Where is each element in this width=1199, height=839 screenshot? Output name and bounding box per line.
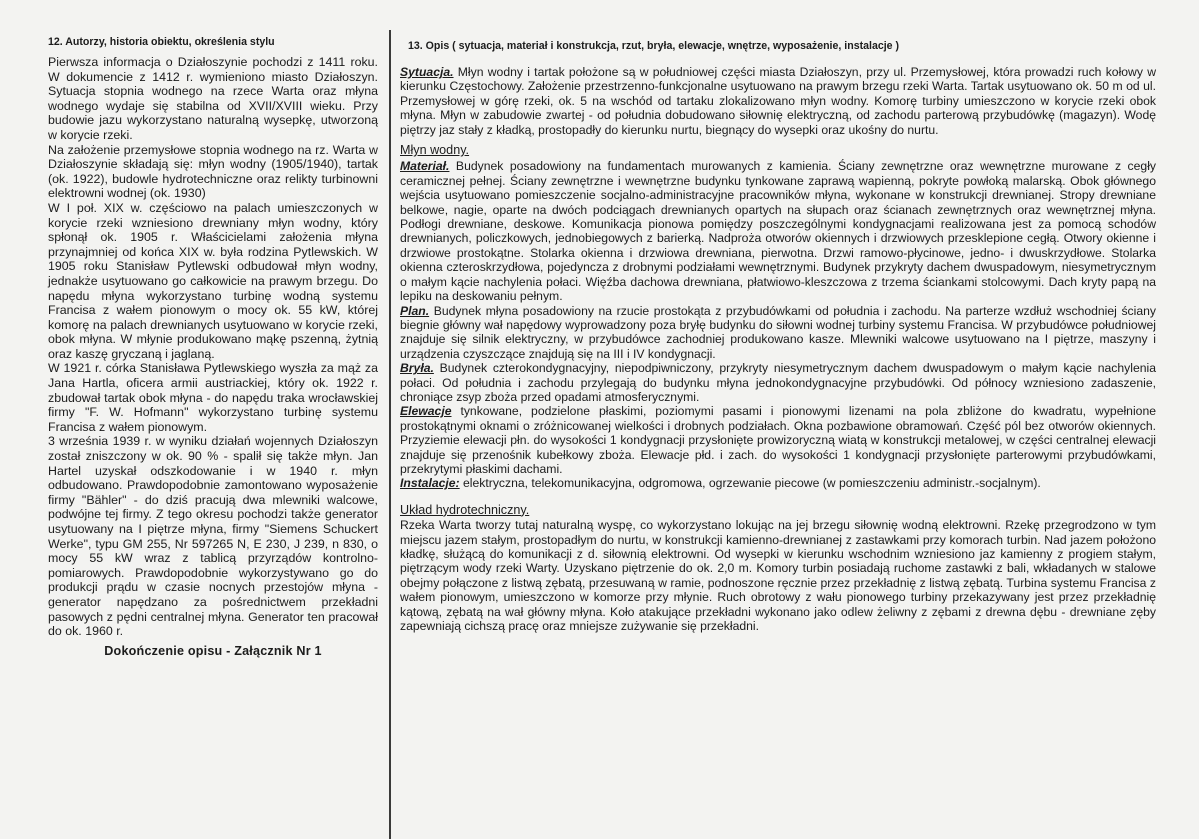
elewacje-paragraph	[400, 404, 1156, 476]
plan-label: Plan.	[400, 303, 430, 318]
section-13-heading: 13. Opis ( sytuacja, materiał i konstrukcja, rzut, bryła, elewacje, wnętrze, wyposażenie, instalacje )	[408, 40, 900, 52]
right-column	[400, 40, 1156, 633]
instalacje-label: Instalacje:	[400, 476, 460, 491]
elewacje-text: tynkowane, podzielone płaskimi, poziomymi pasami i pionowymi lizenami na pola zbliżone do kwadratu, wypełnione prostokątnymi oknami o zróżnicowanej wielkości i drobnych podziałach. Okna pozbawione obramowań. Część pól bez otworów okiennych. Przyziemie elewacji płn. do wysokości 1 kondygnacji przysłonięte prowizoryczną wiatą w konstrukcji metalowej, w części centralnej elewacji znajduje się przenośnik kubełkowy zboża. Elewacje płd. i zach. do wysokości 1 kondygnacji przysłonięte parterowymi przybudówkami, przekrytymi płaskimi dachami.	[400, 404, 1156, 476]
plan-paragraph	[400, 304, 1156, 362]
instalacje-text: elektryczna, telekomunikacyjna, odgromowa, ogrzewanie piecowe (w pomieszczeniu administr.-socjalnym).	[459, 476, 1041, 491]
history-paragraph-2: Na założenie przemysłowe stopnia wodnego na rz. Warta w Działoszynie składają się: młyn wodny (1905/1940), tartak (ok. 1922), budowle hydrotechniczne oraz relikty turbinowni elektrowni wodnej (ok. 1930)	[48, 142, 378, 201]
elewacje-label: Elewacje	[400, 404, 452, 419]
material-text: Budynek posadowiony na fundamentach murowanych z kamienia. Ściany zewnętrzne oraz wewnętrzne murowane z cegły ceramicznej pełnej. Ściany zewnętrzne i wewnętrzne budynku tynkowane zaprawą wapienną, pokryte powłoką malarską. Obok głównego wejścia usytuowano pomieszczenie socjalno-administracyjne pracowników młyna, wykonane w konstrukcji drewnianej. Stropy drewniane belkowe, nagie, oparte na dwóch podciągach drewnianych opartych na słupach oraz ścianach zewnętrznych oraz wewnętrznej młyna. Podłogi drewniane, deskowe. Komunikacja pionowa pomiędzy poszczególnymi kondygnacjami realizowana jest za pomocą schodów drewnianych, policzkowych, jednobiegowych z barierką. Nadproża otworów okiennych i drzwiowych przesklepione cegłą. Otwory okienne i drzwiowe prostokątne. Stolarka okienna i drzwiowa drewniana, pierwotna. Drzwi ramowo-płycinowe, jedno- i dwuskrzydłowe. Stolarka okienna czteroskrzydłowa, pojedyncza z drobnymi podziałami wewnętrznymi. Budynek przykryty dachem dwuspadowym, niesymetrycznym o małym kącie nachylenia połaci. Więźba dachowa drewniana, płatwiowo-kleszczowa z trzema ściankami stolcowymi. Dach kryty papą na lepiku na deskowaniu pełnym.	[400, 159, 1156, 304]
bryla-paragraph	[400, 361, 1156, 404]
closing-note: Dokończenie opisu - Załącznik Nr 1	[104, 643, 322, 658]
material-label: Materiał.	[400, 159, 450, 174]
mlyn-heading: Młyn wodny.	[400, 143, 470, 158]
history-paragraph-1: Pierwsza informacja o Działoszynie pochodzi z 1411 roku. W dokumencie z 1412 r. wymieniono miasto Działoszyn. Sytuacja stopnia wodnego na rzece Warta oraz młyna wodnego wydaje się stabilna od XVII/XVIII wieku. Przy budowie jazu wykorzystano naturalną wysepkę, utworzoną w korycie rzeki.	[48, 55, 378, 142]
left-column	[48, 36, 378, 658]
uklad-heading: Układ hydrotechniczny.	[400, 502, 530, 517]
section-12-heading: 12. Autorzy, historia obiektu, określenia stylu	[48, 36, 275, 48]
bryla-text: Budynek czterokondygnacyjny, niepodpiwniczony, przykryty niesymetrycznym dachem dwuspadowym o małym kącie nachylenia połaci. Od południa i zachodu przylegają do budynku młyna jednokondygnacyjne przybudówki. Od północy wzniesiono zadaszenie, chroniące zsyp zboża przed opadami atmosferycznymi.	[400, 361, 1156, 404]
history-paragraph-3: W I poł. XIX w. częściowo na palach umieszczonych w korycie rzeki wzniesiono drewniany młyn wodny, który spłonął ok. 1905 r. Właścicielami założenia młyna przynajmniej od końca XIX w. była rodzina Pytlewskich. W 1905 roku Stanisław Pytlewski odbudował młyn wodny, jednakże usytuowano go całkowicie na prawym brzegu. Do napędu młyna wykorzystano turbinę wodną systemu Francisa z wałem pionowym o mocy ok. 55 kW, której komorę na palach drewnianych usytuowano w korycie rzeki, obok młyna. W młynie produkowano mąkę pszenną, żytnią oraz kaszę gryczaną i jaglaną.	[48, 200, 378, 361]
plan-text: Budynek młyna posadowiony na rzucie prostokąta z przybudówkami od południa i zachodu. Na parterze wzdłuż wschodniej ściany biegnie główny wał napędowy wyprowadzony poza bryłę budynku do siłowni wodnej turbiny systemu Francisa. W przybudówce południowej znajduje się silnik elektryczny, w przybudówce zachodniej produkowano kasze. Mlewniki walcowe usytuowano na I piętrze, maszyny i urządzenia czyszczące znajdują się na III i IV kondygnacji.	[400, 303, 1156, 361]
material-paragraph	[400, 159, 1156, 303]
column-divider	[389, 30, 391, 839]
instalacje-paragraph	[400, 476, 1156, 490]
sytuacja-text: Młyn wodny i tartak położone są w południowej części miasta Działoszyn, przy ul. Przemysłowej, która prowadzi ruch kołowy w kierunku Częstochowy. Założenie przestrzenno-funkcjonalne usytuowano na prawym brzegu rzeki Warta. Tartak usytuowano ok. 50 m od ul. Przemysłowej w górę rzeki, ok. 5 na wschód od tartaku zlokalizowano młyn wodny. Komorę turbiny umieszczono w korycie rzeki obok młyna. Młyn w zabudowie zwartej - od południa dobudowano siłownię elektryczną, od zachodu parterową przybudówkę (magazyn). Wodę piętrzy jaz stały z kładką, prostopadły do kierunku nurtu, biegnący do wysepki oraz ukośny do nurtu.	[400, 65, 1156, 137]
bryla-label: Bryła.	[400, 361, 434, 376]
history-paragraph-5: 3 września 1939 r. w wyniku działań wojennych Działoszyn został zniszczony w ok. 90 % - spalił się także młyn. Jan Hartel uzyskał odszkodowanie i w 1940 r. młyn odbudowano. Prawdopodobnie zamontowano wyposażenie firmy "Bähler" - do dziś pracują dwa mlewniki walcowe, podwójne tej firmy. Z tego okresu pochodzi także generator usytuowany na I piętrze młyna, firmy "Siemens Schuckert Werke", typu GM 255, Nr 597265 N, E 230, J 239, n 830, o mocy 55 kW wraz z tablicą przyrządów kontrolno-pomiarowych. Prawdopodobnie wykorzystywano go do produkcji prądu w czasie nocnych przestojów młyna - generator napędzano za pośrednictwem przekładni pasowych z pędni centralnej młyna. Generator ten pracował do ok. 1960 r.	[48, 434, 378, 639]
uklad-paragraph: Rzeka Warta tworzy tutaj naturalną wyspę, co wykorzystano lokując na jej brzegu siłownię wodną elektrowni. Rzekę przegrodzono w tym miejscu jazem stałym, prostopadłym do nurtu, w konstrukcji kamienno-drewnianej z zastawkami przy komorach turbin. Nad jazem położono kładkę, służącą do komunikacji z d. siłownią elektrowni. Od wysepki w kierunku wschodnim wzniesiono jaz kamienny z progiem stałym, piętrzącym wody rzeki Warty. Uzyskano piętrzenie do ok. 2,0 m. Komory turbin posiadają ruchome zastawki z bali, wkładanych w stalowe obejmy połączone z listwą zębatą, przesuwaną w ramie, podnoszone ręcznie przez przekładnię z listwą zębatą. Turbina systemu Francisa z wałem pionowym, umieszczono w komorze przy młynie. Ruch obrotowy z wału pionowego turbiny przekazywany jest przez przekładnię kątową, zębatą na wał główny młyna. Koło atakujące przekładni wykonano jako odlew żeliwny z zębami z drewna dębu - drewniane zęby zapewniają cichszą pracę oraz mniejsze zużywanie się przekładni.	[400, 518, 1156, 634]
history-paragraph-4: W 1921 r. córka Stanisława Pytlewskiego wyszła za mąż za Jana Hartla, oficera armii austriackiej, który ok. 1922 r. zbudował tartak obok młyna - do napędu traka wrocławskiej firmy "F. W. Hofmann" wykorzystano turbinę systemu Francisa z wałem pionowym.	[48, 361, 378, 434]
sytuacja-paragraph	[400, 65, 1156, 137]
sytuacja-label: Sytuacja.	[400, 65, 454, 79]
